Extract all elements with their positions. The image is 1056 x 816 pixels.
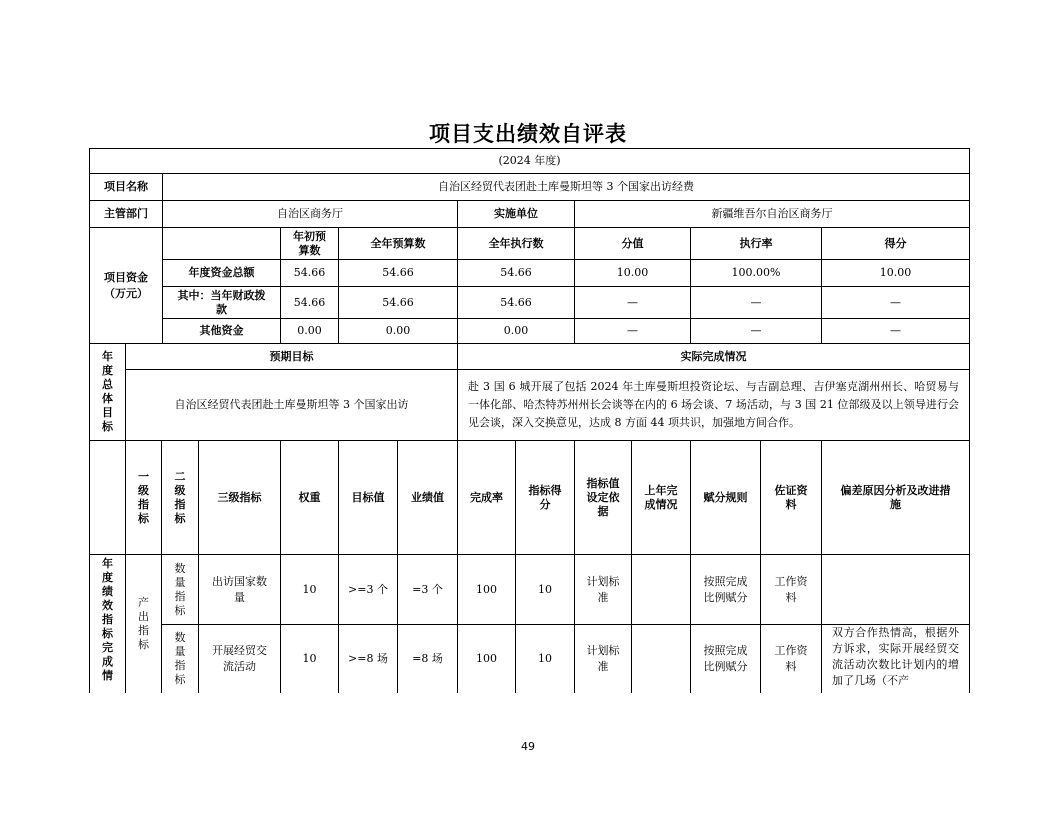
row1-rate: 100: [458, 555, 516, 625]
actual-completion-header: 实际完成情况: [458, 344, 970, 370]
evaluation-table: [89, 148, 970, 693]
header-score: 指标得 分: [516, 441, 575, 555]
header-target: 目标值: [339, 441, 398, 555]
row2-level2: 数 量 指 标: [162, 625, 199, 693]
funds-header-blank: [163, 228, 281, 260]
row2-weight: 10: [281, 625, 339, 693]
row1-weight: 10: [281, 555, 339, 625]
funds-row-total-name: 年度资金总额: [163, 260, 281, 287]
indicator-header-blank: [90, 441, 126, 555]
funds-row-other-v1: 0.00: [281, 319, 339, 344]
funds-row-other-v3: 0.00: [458, 319, 575, 344]
funds-row-fiscal-v4: —: [575, 287, 691, 319]
header-level3: 三级指标: [199, 441, 281, 555]
dept-label: 主管部门: [90, 201, 163, 228]
funds-row-other-v5: —: [691, 319, 822, 344]
header-evidence: 佐证资 料: [761, 441, 822, 555]
funds-header-executed: 全年执行数: [458, 228, 575, 260]
funds-row-other-v2: 0.00: [339, 319, 458, 344]
funds-row-fiscal-v1: 54.66: [281, 287, 339, 319]
header-basis: 指标值 设定依 据: [575, 441, 632, 555]
row1-last-year: [632, 555, 691, 625]
header-level2: 二 级 指 标: [162, 441, 199, 555]
expected-goal-header: 预期目标: [126, 344, 458, 370]
header-rule: 赋分规则: [691, 441, 761, 555]
row2-rule: 按照完成 比例赋分: [691, 625, 761, 693]
funds-row-other-name: 其他资金: [163, 319, 281, 344]
row2-level3: 开展经贸交 流活动: [199, 625, 281, 693]
row2-rate: 100: [458, 625, 516, 693]
row1-analysis: [822, 555, 970, 625]
header-level1: 一 级 指 标: [126, 441, 162, 555]
row1-score: 10: [516, 555, 575, 625]
funds-row-fiscal-v6: —: [822, 287, 970, 319]
impl-label: 实施单位: [458, 201, 575, 228]
row2-analysis: 双方合作热情高，根据外方诉求，实际开展经贸交流活动次数比计划内的增加了几场（不产: [822, 625, 970, 693]
row1-level3: 出访国家数 量: [199, 555, 281, 625]
row2-evidence: 工作资 料: [761, 625, 822, 693]
funds-header-score: 得分: [822, 228, 970, 260]
funds-row-fiscal-v2: 54.66: [339, 287, 458, 319]
header-actual: 业绩值: [398, 441, 458, 555]
row1-rule: 按照完成 比例赋分: [691, 555, 761, 625]
funds-header-annual-budget: 全年预算数: [339, 228, 458, 260]
funds-row-total-v2: 54.66: [339, 260, 458, 287]
funds-row-other-v6: —: [822, 319, 970, 344]
dept-value: 自治区商务厅: [163, 201, 458, 228]
funds-row-total-v1: 54.66: [281, 260, 339, 287]
actual-completion-text: 赴 3 国 6 城开展了包括 2024 年土库曼斯坦投资论坛、与吉副总理、吉伊塞克湖州州长、哈贸易与一体化部、哈杰特苏州州长会谈等在内的 6 场会谈、7 场活动，与 3 国 21 位部级及以上领导进行会见会谈，深入交换意见，达成 8 方面 44 项共识，加强地方间合作。: [458, 370, 970, 441]
expected-goal-text: 自治区经贸代表团赴土库曼斯坦等 3 个国家出访: [126, 370, 458, 441]
funds-row-total-v4: 10.00: [575, 260, 691, 287]
funds-header-initial: 年初预 算数: [281, 228, 339, 260]
funds-row-other-v4: —: [575, 319, 691, 344]
header-rate: 完成率: [458, 441, 516, 555]
row1-evidence: 工作资 料: [761, 555, 822, 625]
header-weight: 权重: [281, 441, 339, 555]
header-analysis: 偏差原因分析及改进措 施: [822, 441, 970, 555]
funds-row-fiscal-name: 其中：当年财政拨 款: [163, 287, 281, 319]
impl-value: 新疆维吾尔自治区商务厅: [575, 201, 970, 228]
project-name-value: 自治区经贸代表团赴土库曼斯坦等 3 个国家出访经费: [163, 174, 970, 201]
indicator-section-label: 年 度 绩 效 指 标 完 成 情: [90, 555, 126, 693]
page-number: 49: [521, 740, 535, 753]
row2-target: >=8 场: [339, 625, 398, 693]
project-name-label: 项目名称: [90, 174, 163, 201]
header-last-year: 上年完 成情况: [632, 441, 691, 555]
funds-row-total-v6: 10.00: [822, 260, 970, 287]
row2-basis: 计划标 准: [575, 625, 632, 693]
overall-goal-label: 年 度 总 体 目 标: [90, 344, 126, 441]
row1-actual: =3 个: [398, 555, 458, 625]
row1-basis: 计划标 准: [575, 555, 632, 625]
funds-row-total-v3: 54.66: [458, 260, 575, 287]
funds-row-fiscal-v5: —: [691, 287, 822, 319]
row1-level2: 数 量 指 标: [162, 555, 199, 625]
row2-score: 10: [516, 625, 575, 693]
funds-row-fiscal-v3: 54.66: [458, 287, 575, 319]
row2-actual: =8 场: [398, 625, 458, 693]
row2-last-year: [632, 625, 691, 693]
funds-header-rate: 执行率: [691, 228, 822, 260]
funds-row-total-v5: 100.00%: [691, 260, 822, 287]
row1-target: >=3 个: [339, 555, 398, 625]
level1-output: 产 出 指 标: [126, 555, 162, 693]
funds-label: 项目资金 （万元）: [90, 228, 163, 344]
year-cell: (2024 年度): [90, 149, 970, 174]
page-title: 项目支出绩效自评表: [429, 122, 627, 146]
funds-header-points: 分值: [575, 228, 691, 260]
